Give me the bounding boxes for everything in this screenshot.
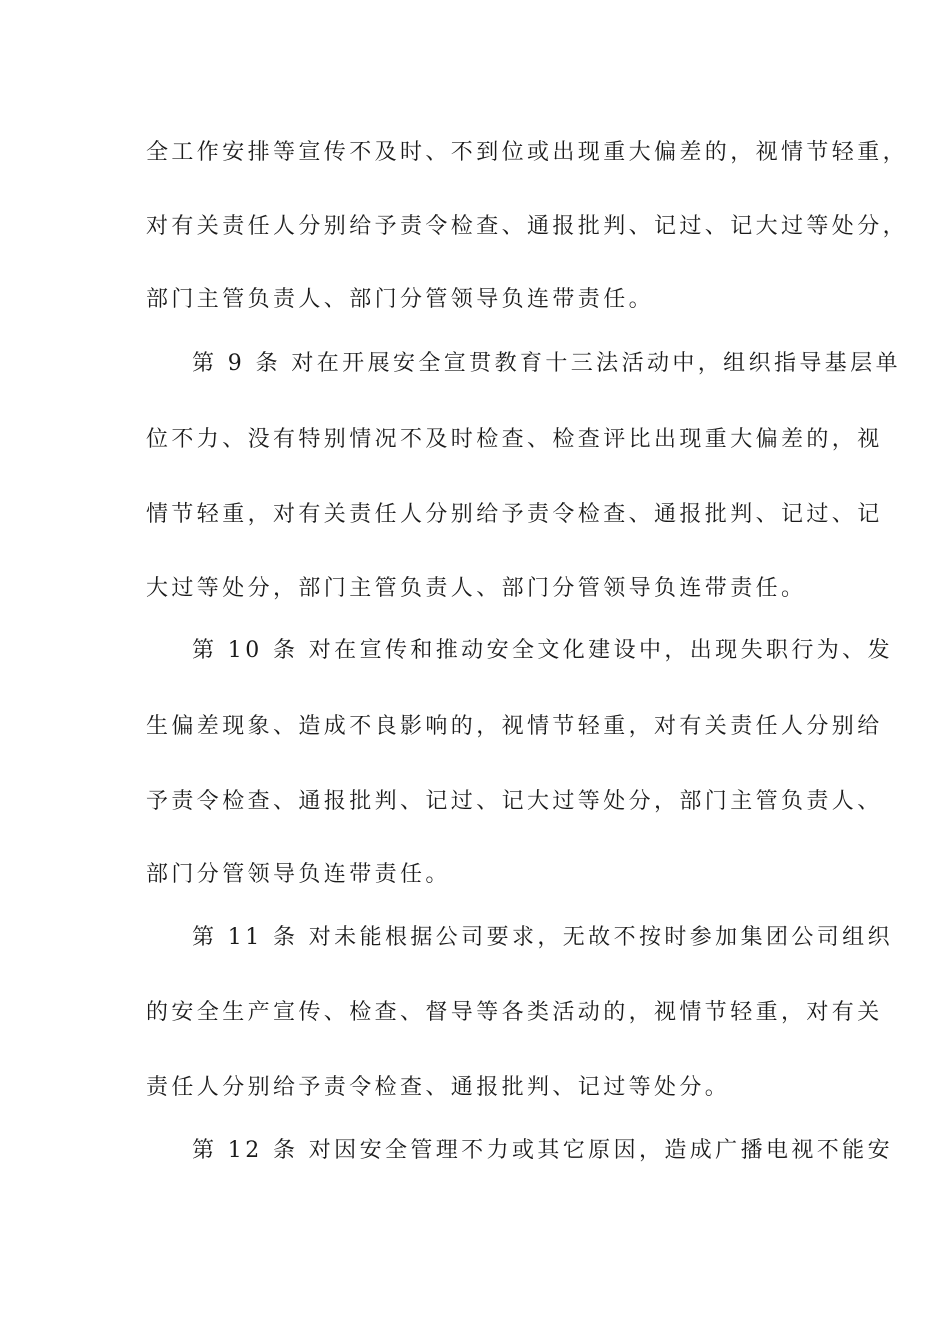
text-line: 予责令检查、通报批判、记过、记大过等处分，部门主管负责人、 bbox=[146, 789, 883, 814]
text-line: 全工作安排等宣传不及时、不到位或出现重大偏差的，视情节轻重， bbox=[146, 140, 909, 165]
article-heading-line: 第 11 条 对未能根据公司要求，无故不按时参加集团公司组织 bbox=[192, 925, 893, 950]
text-line: 部门分管领导负连带责任。 bbox=[146, 862, 451, 887]
text-line: 的安全生产宣传、检查、督导等各类活动的，视情节轻重，对有关 bbox=[146, 1000, 883, 1025]
text-line: 情节轻重，对有关责任人分别给予责令检查、通报批判、记过、记 bbox=[146, 502, 883, 527]
article-heading-line: 第 9 条 对在开展安全宣贯教育十三法活动中，组织指导基层单 bbox=[192, 351, 901, 376]
text-line: 大过等处分，部门主管负责人、部门分管领导负连带责任。 bbox=[146, 576, 807, 601]
text-line: 生偏差现象、造成不良影响的，视情节轻重，对有关责任人分别给 bbox=[146, 714, 883, 739]
article-heading-line: 第 12 条 对因安全管理不力或其它原因，造成广播电视不能安 bbox=[192, 1138, 893, 1163]
text-line: 对有关责任人分别给予责令检查、通报批判、记过、记大过等处分， bbox=[146, 214, 909, 239]
text-line: 位不力、没有特别情况不及时检查、检查评比出现重大偏差的，视 bbox=[146, 427, 883, 452]
text-line: 部门主管负责人、部门分管领导负连带责任。 bbox=[146, 287, 655, 312]
text-line: 责任人分别给予责令检查、通报批判、记过等处分。 bbox=[146, 1075, 731, 1100]
article-heading-line: 第 10 条 对在宣传和推动安全文化建设中，出现失职行为、发 bbox=[192, 638, 893, 663]
